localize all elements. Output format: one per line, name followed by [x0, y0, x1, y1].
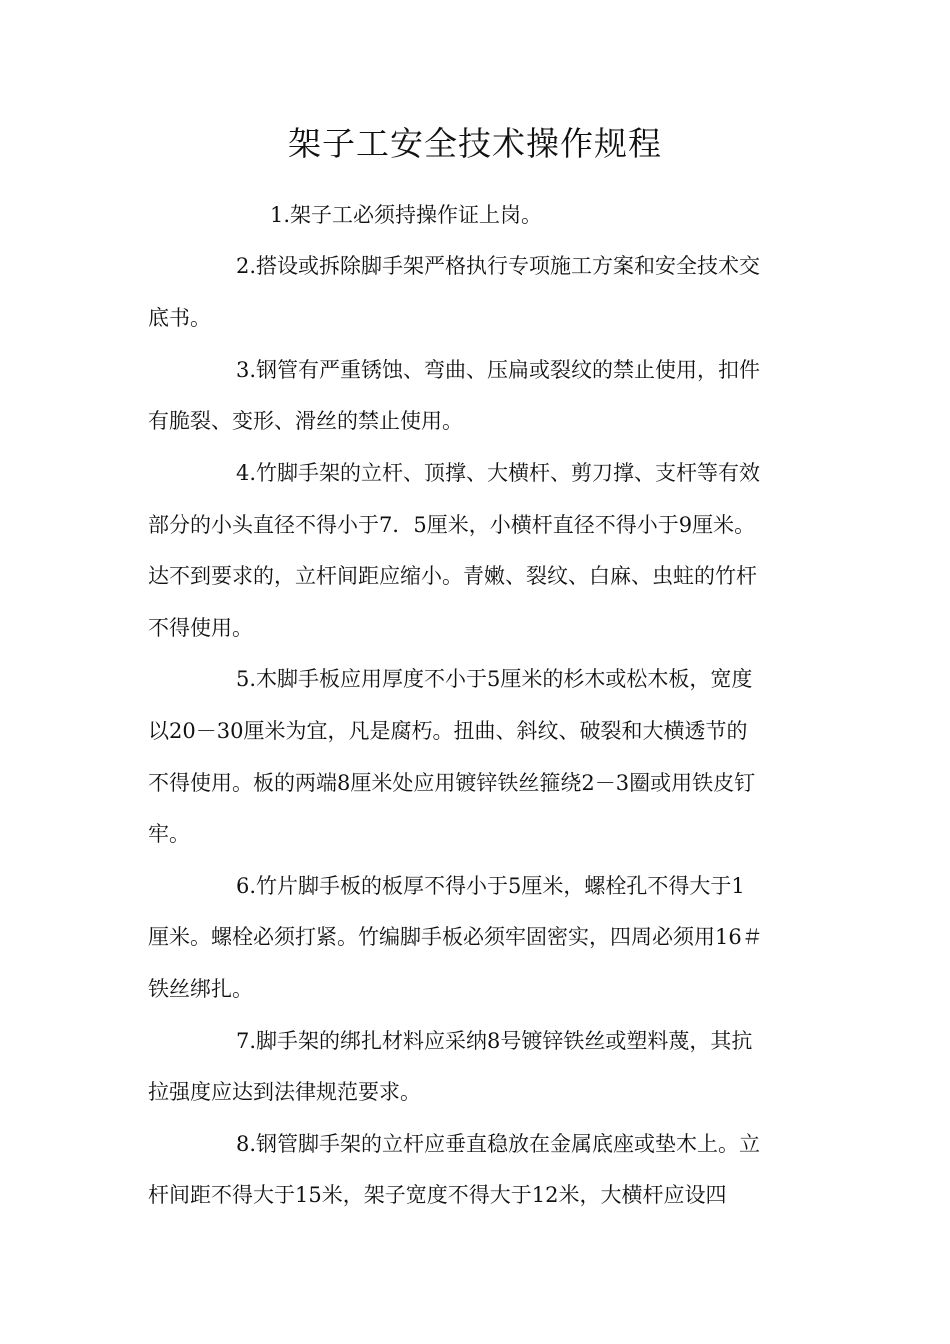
- item-4-line-1: 4.竹脚手架的立杆、顶撑、大横杆、剪刀撑、支杆等有效: [236, 461, 761, 485]
- item-3-line-2: 有脆裂、变形、滑丝的禁止使用。: [148, 409, 463, 433]
- item-1-line-1: 1.架子工必须持操作证上岗。: [270, 203, 543, 227]
- item-6-line-3: 铁丝绑扎。: [148, 977, 253, 1001]
- item-5-line-3: 不得使用。板的两端8厘米处应用镀锌铁丝箍绕2－3圈或用铁皮钉: [148, 771, 756, 795]
- item-5-line-2: 以20－30厘米为宜，凡是腐朽。扭曲、斜纹、破裂和大横透节的: [148, 719, 748, 743]
- item-2-line-1: 2.搭设或拆除脚手架严格执行专项施工方案和安全技术交: [236, 254, 761, 278]
- item-7-line-2: 拉强度应达到法律规范要求。: [148, 1080, 421, 1104]
- item-5-line-1: 5.木脚手板应用厚度不小于5厘米的杉木或松木板，宽度: [236, 667, 753, 691]
- item-6-line-2: 厘米。螺栓必须打紧。竹编脚手板必须牢固密实，四周必须用16＃: [148, 925, 763, 949]
- item-7-line-1: 7.脚手架的绑扎材料应采纳8号镀锌铁丝或塑料蔑，其抗: [236, 1029, 753, 1053]
- item-3-line-1: 3.钢管有严重锈蚀、弯曲、压扁或裂纹的禁止使用，扣件: [236, 358, 761, 382]
- item-2-line-2: 底书。: [148, 306, 211, 330]
- item-8-line-2: 杆间距不得大于15米，架子宽度不得大于12米，大横杆应设四: [148, 1183, 727, 1207]
- item-4-line-4: 不得使用。: [148, 616, 253, 640]
- item-4-line-2: 部分的小头直径不得小于7．5厘米，小横杆直径不得小于9厘米。: [148, 513, 756, 537]
- item-8-line-1: 8.钢管脚手架的立杆应垂直稳放在金属底座或垫木上。立: [236, 1132, 761, 1156]
- item-4-line-3: 达不到要求的，立杆间距应缩小。青嫩、裂纹、白麻、虫蛀的竹杆: [148, 564, 757, 588]
- item-5-line-4: 牢。: [148, 822, 190, 846]
- item-6-line-1: 6.竹片脚手板的板厚不得小于5厘米，螺栓孔不得大于1: [236, 874, 745, 898]
- document-title: 架子工安全技术操作规程: [288, 124, 662, 163]
